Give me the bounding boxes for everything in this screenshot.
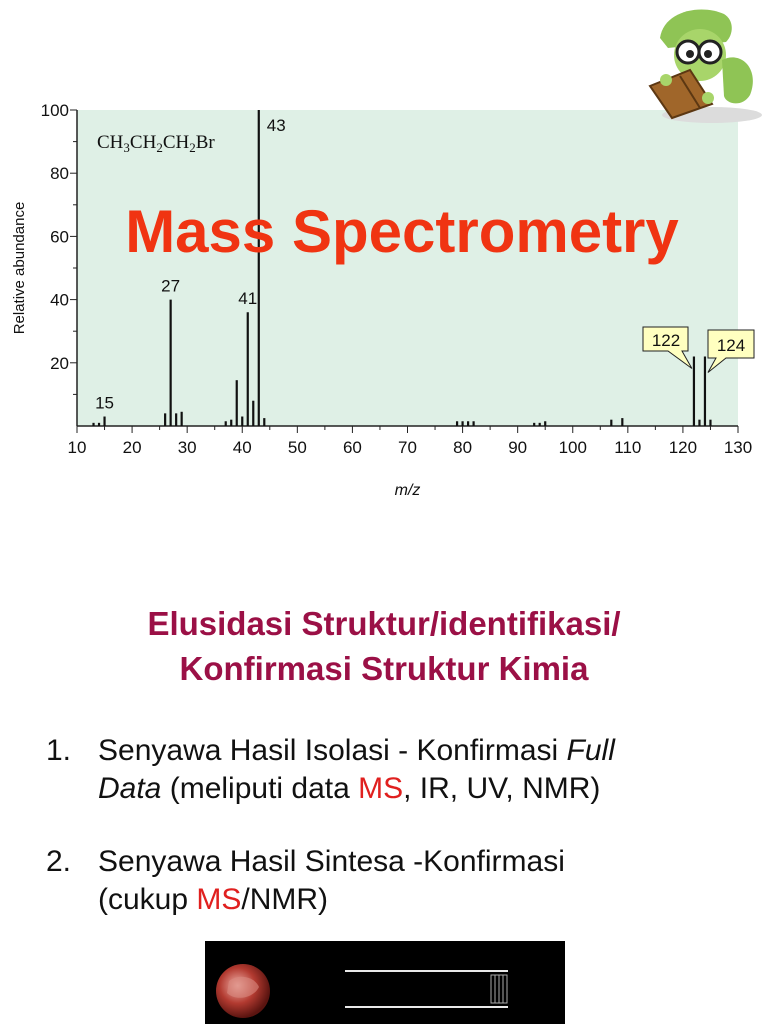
- compound-formula: $CH_3CH_2CH_2Br$: [97, 132, 215, 155]
- spectrometer-animation-image: [205, 941, 565, 1024]
- list-item-text: Senyawa Hasil Sintesa -Konfirmasi: [98, 845, 565, 878]
- callout-label: 124: [716, 336, 746, 355]
- x-tick-label: 100: [558, 438, 587, 457]
- peak-label: 41: [238, 289, 258, 309]
- subtitle-line-1: Elusidasi Struktur/identifikasi/: [147, 605, 621, 642]
- list-item-text: Senyawa Hasil Isolasi - Konfirmasi: [98, 734, 567, 767]
- bookworm-mascot-image: [642, 0, 768, 126]
- subtitle-line-2: Konfirmasi Struktur Kimia: [179, 650, 589, 687]
- x-tick-label: 70: [398, 438, 417, 457]
- y-tick-label: 60: [50, 227, 69, 247]
- list-item-italic: Data: [98, 772, 162, 805]
- ms-highlight: MS: [196, 883, 242, 916]
- list-item-text: /NMR): [241, 883, 329, 916]
- x-tick-label: 20: [122, 438, 142, 457]
- y-tick-label: 80: [50, 164, 69, 184]
- x-tick-label: 110: [614, 438, 642, 457]
- y-tick-label: 100: [40, 101, 69, 120]
- ms-highlight: MS: [358, 772, 404, 805]
- plot-area: [77, 110, 738, 426]
- list-item-text: (meliputi data: [161, 772, 359, 805]
- x-axis-label: m/z: [394, 482, 421, 499]
- x-tick-label: 40: [232, 438, 252, 457]
- x-tick-label: 120: [668, 438, 698, 457]
- list-item-text: , IR, UV, NMR): [403, 772, 601, 805]
- peak-label: 43: [266, 116, 286, 135]
- x-tick-label: 30: [177, 438, 197, 457]
- list-item-number: 1.: [46, 734, 72, 767]
- list-item-italic: Full: [566, 734, 615, 767]
- list-item-number: 2.: [46, 845, 72, 878]
- y-axis-label: Relative abundance: [11, 201, 28, 335]
- x-tick-label: 90: [508, 438, 528, 457]
- callout-label: 122: [651, 331, 681, 350]
- x-tick-label: 10: [67, 438, 87, 457]
- x-tick-label: 60: [342, 438, 362, 457]
- list-item-text: (cukup: [98, 883, 197, 916]
- x-tick-label: 130: [723, 438, 753, 457]
- slide-title: Mass Spectrometry: [125, 198, 679, 265]
- y-tick-label: 40: [50, 290, 69, 310]
- y-tick-label: 20: [50, 353, 69, 373]
- x-tick-label: 80: [453, 438, 473, 457]
- x-tick-label: 50: [287, 438, 307, 457]
- peak-label: 27: [161, 276, 181, 296]
- peak-label: 15: [95, 393, 115, 413]
